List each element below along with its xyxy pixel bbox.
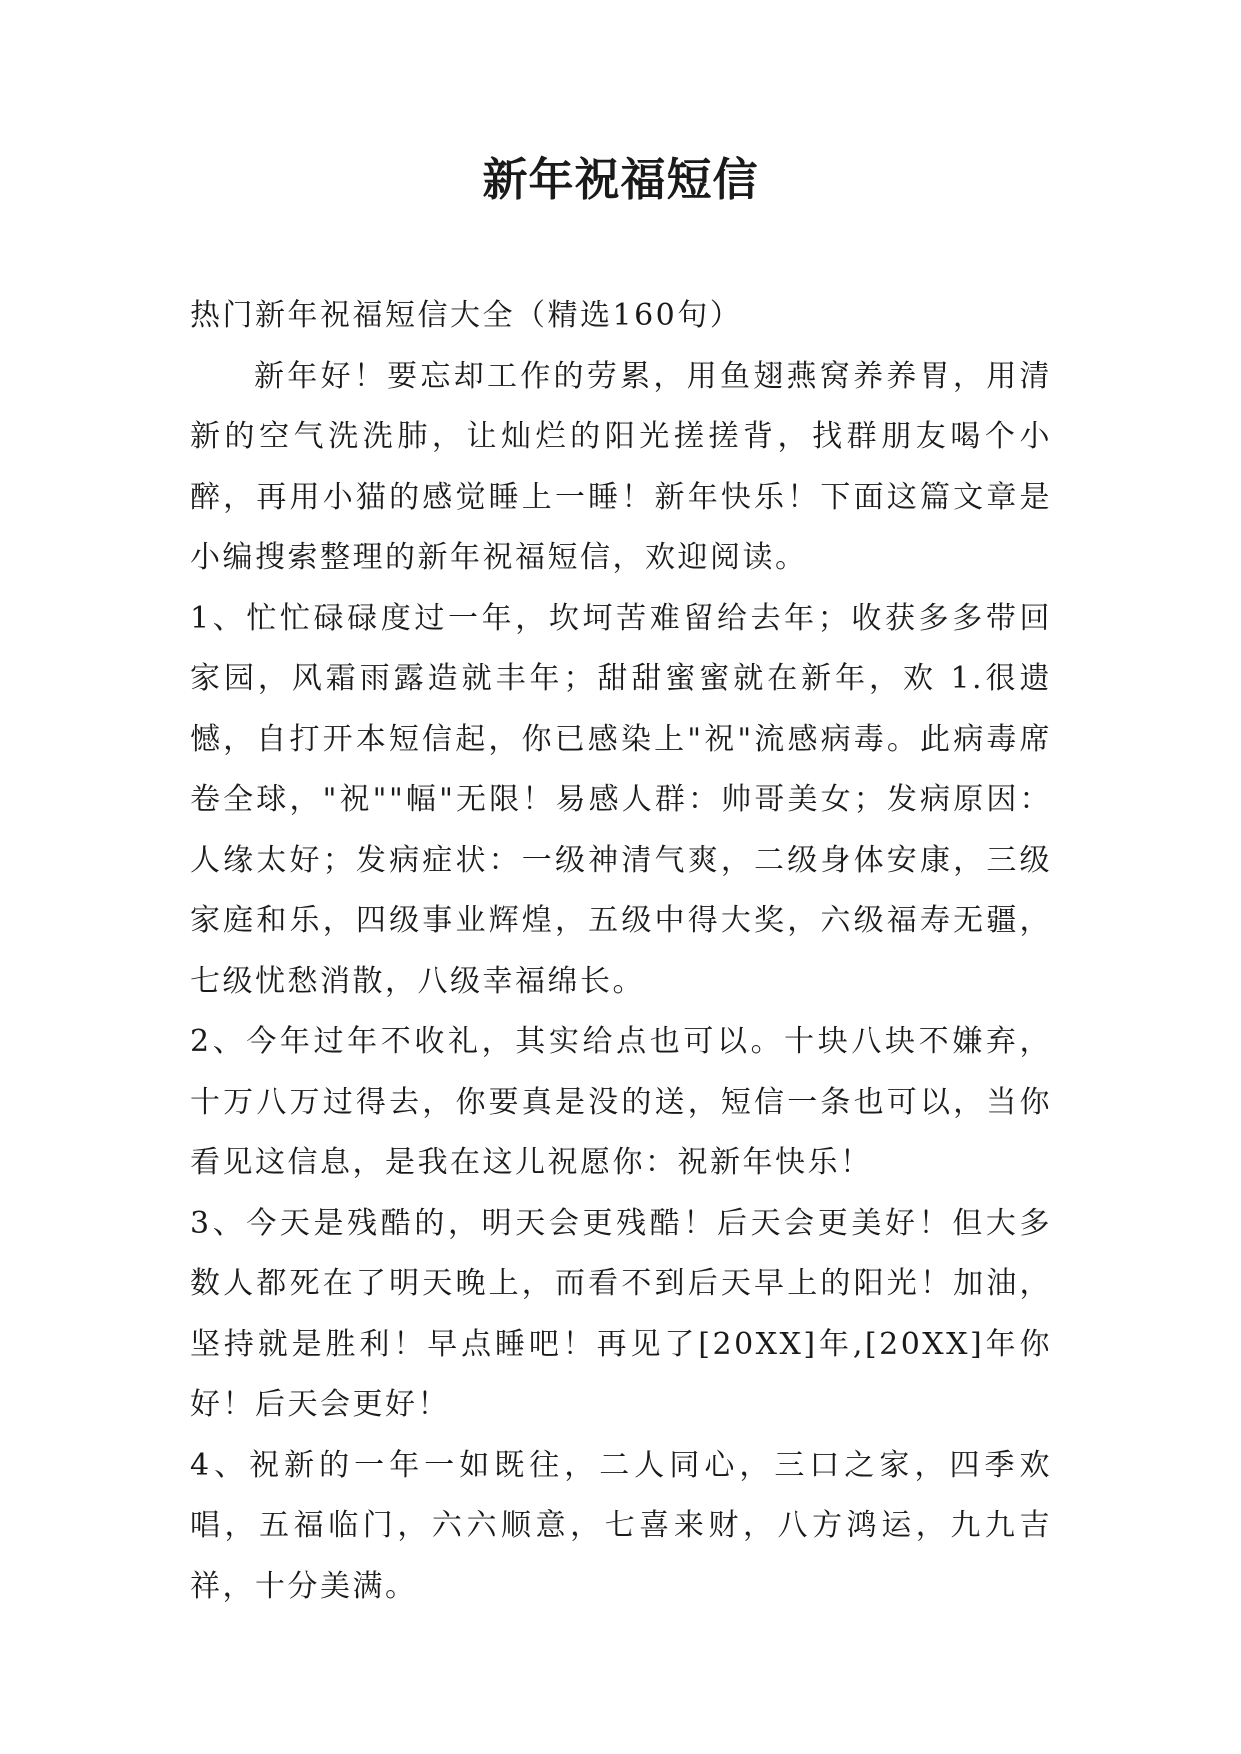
list-item: 3、今天是残酷的，明天会更残酷！后天会更美好！但大多数人都死在了明天晚上，而看不到后天早上的阳光！加油，坚持就是胜利！早点睡吧！再见了[20XX]年,[20XX]年你好！后天会更好！ <box>190 1205 1052 1422</box>
list-item: 4、祝新的一年一如既往，二人同心，三口之家，四季欢唱，五福临门，六六顺意，七喜来财，八方鸿运，九九吉祥，十分美满。 <box>190 1447 1052 1604</box>
list-item: 2、今年过年不收礼，其实给点也可以。十块八块不嫌弃，十万八万过得去，你要真是没的送，短信一条也可以，当你看见这信息，是我在这儿祝愿你：祝新年快乐！ <box>190 1024 1052 1180</box>
list-item: 1、忙忙碌碌度过一年，坎坷苦难留给去年；收获多多带回家园，风霜雨露造就丰年；甜甜蜜蜜就在新年，欢 1.很遗憾，自打开本短信起，你已感染上"祝"流感病毒。此病毒席卷全球，"祝""幅"无限！易感人群：帅哥美女；发病原因：人缘太好；发病症状：一级神清气爽，二级身体安康，三级家庭和乐，四级事业辉煌，五级中得大奖，六级福寿无疆，七级忧愁消散，八级幸福绵长。 <box>190 600 1052 999</box>
document-title: 新年祝福短信 <box>482 153 759 206</box>
intro-paragraph: 新年好！要忘却工作的劳累，用鱼翅燕窝养养胃，用清新的空气洗洗肺，让灿烂的阳光搓搓背，找群朋友喝个小醉，再用小猫的感觉睡上一睡！新年快乐！下面这篇文章是小编搜索整理的新年祝福短信，欢迎阅读。 <box>190 358 1052 575</box>
document-body <box>190 286 1052 1617</box>
document-subtitle: 热门新年祝福短信大全（精选160句） <box>190 298 743 333</box>
